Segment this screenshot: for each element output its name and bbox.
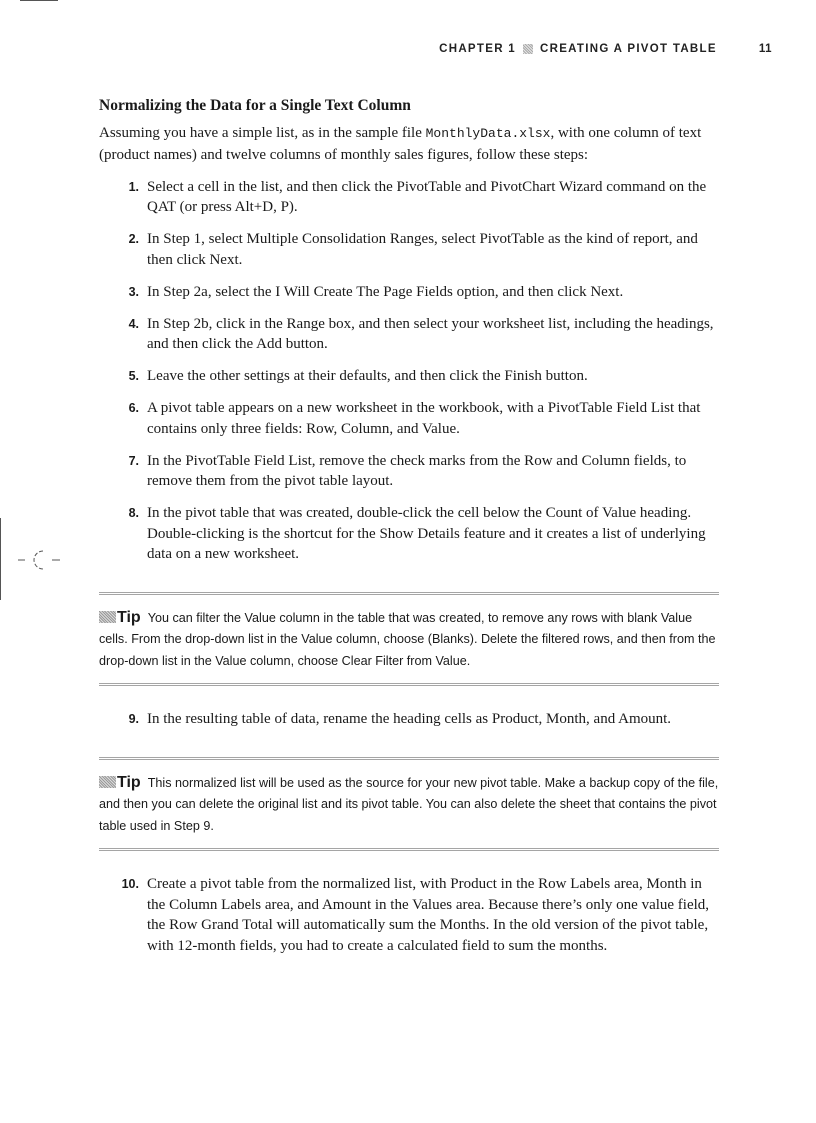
intro-paragraph bbox=[99, 123, 719, 165]
step-text: In Step 2b, click in the Range box, and then select your worksheet list, including the headings, and then click the Add button. bbox=[147, 315, 714, 352]
intro-text-end: , with one column of text (product names) and twelve columns of monthly sales figures, follow these steps: bbox=[99, 125, 702, 163]
step-number: 4. bbox=[128, 316, 139, 331]
tip-icon bbox=[99, 611, 116, 623]
running-header bbox=[439, 43, 772, 55]
chapter-title: CREATING A PIVOT TABLE bbox=[540, 43, 717, 55]
list-item bbox=[99, 503, 719, 565]
header-separator-icon bbox=[523, 44, 533, 54]
step-text: Create a pivot table from the normalized list, with Product in the Row Labels area, Month in the Column Labels area, and Amount in the Values area. Because there’s only one value field, the Row Grand Total will automatically sum the Months. In the old version of the pivot table, with 12-month fields, you had to create a calculated field to sum the months. bbox=[147, 876, 710, 954]
tip-icon bbox=[99, 776, 116, 788]
step-text: Select a cell in the list, and then click the PivotTable and PivotChart Wizard command on the QAT (or press Alt+D, P). bbox=[147, 178, 707, 215]
step-number: 1. bbox=[128, 179, 139, 194]
step-text: In the PivotTable Field List, remove the check marks from the Row and Column fields, to remove them from the pivot table layout. bbox=[147, 452, 687, 489]
tip-text: This normalized list will be used as the source for your new pivot table. Make a backup copy of the file, and then you can delete the original list and its pivot table. You can also delete the sheet that contains the pivot table used in Step 9. bbox=[99, 775, 719, 833]
tip-text: You can filter the Value column in the table that was created, to remove any rows with blank Value cells. From the drop-down list in the Value column, choose (Blanks). Delete the filtered rows, and then from the drop-down list in the Value column, choose Clear Filter from Value. bbox=[99, 610, 716, 668]
list-item bbox=[99, 282, 719, 303]
tip-paragraph bbox=[99, 607, 719, 673]
step-text: In Step 2a, select the I Will Create The Page Fields option, and then click Next. bbox=[147, 283, 624, 300]
step-number: 10. bbox=[121, 877, 139, 891]
list-item bbox=[99, 366, 719, 387]
step-text: In Step 1, select Multiple Consolidation Ranges, select PivotTable as the kind of report, and then click Next. bbox=[147, 231, 698, 268]
step-number: 9. bbox=[128, 712, 139, 726]
intro-text-start: Assuming you have a simple list, as in the sample file bbox=[99, 125, 426, 141]
list-item bbox=[99, 874, 719, 956]
tip-box bbox=[99, 757, 719, 852]
crop-mark-left bbox=[0, 518, 1, 600]
step-number: 3. bbox=[128, 284, 139, 299]
step-text: In the resulting table of data, rename the heading cells as Product, Month, and Amount. bbox=[147, 711, 672, 727]
sample-file-name: MonthlyData.xlsx bbox=[425, 126, 551, 141]
step-number: 6. bbox=[128, 401, 139, 415]
step-text: A pivot table appears on a new worksheet in the workbook, with a PivotTable Field List that contains only three fields: Row, Column, and Value. bbox=[147, 400, 701, 437]
section-heading: Normalizing the Data for a Single Text Column bbox=[99, 97, 411, 114]
steps-list bbox=[99, 177, 719, 565]
list-item bbox=[99, 398, 719, 439]
crop-mark-top bbox=[20, 0, 58, 1]
step-number: 5. bbox=[128, 369, 139, 383]
steps-list bbox=[99, 874, 719, 956]
tip-box bbox=[99, 592, 719, 687]
page-number: 11 bbox=[758, 43, 772, 55]
tip-label: Tip bbox=[117, 608, 141, 626]
step-text: In the pivot table that was created, double-click the cell below the Count of Value heading. Double-clicking is the shortcut for the Show Details feature and it creates a list of underlying data on a new worksheet. bbox=[147, 505, 706, 562]
tip-label: Tip bbox=[117, 773, 141, 791]
list-item bbox=[99, 229, 719, 270]
list-item bbox=[99, 451, 719, 492]
chapter-label: CHAPTER 1 bbox=[439, 43, 516, 55]
step-number: 7. bbox=[128, 453, 139, 468]
registration-mark-icon bbox=[18, 548, 62, 572]
tip-paragraph bbox=[99, 772, 719, 838]
steps-list bbox=[99, 709, 719, 730]
list-item bbox=[99, 177, 719, 218]
page-content bbox=[99, 96, 719, 956]
step-text: Leave the other settings at their defaults, and then click the Finish button. bbox=[147, 368, 588, 384]
list-item bbox=[99, 709, 719, 730]
step-number: 8. bbox=[128, 506, 139, 520]
step-number: 2. bbox=[128, 232, 139, 246]
list-item bbox=[99, 314, 719, 355]
